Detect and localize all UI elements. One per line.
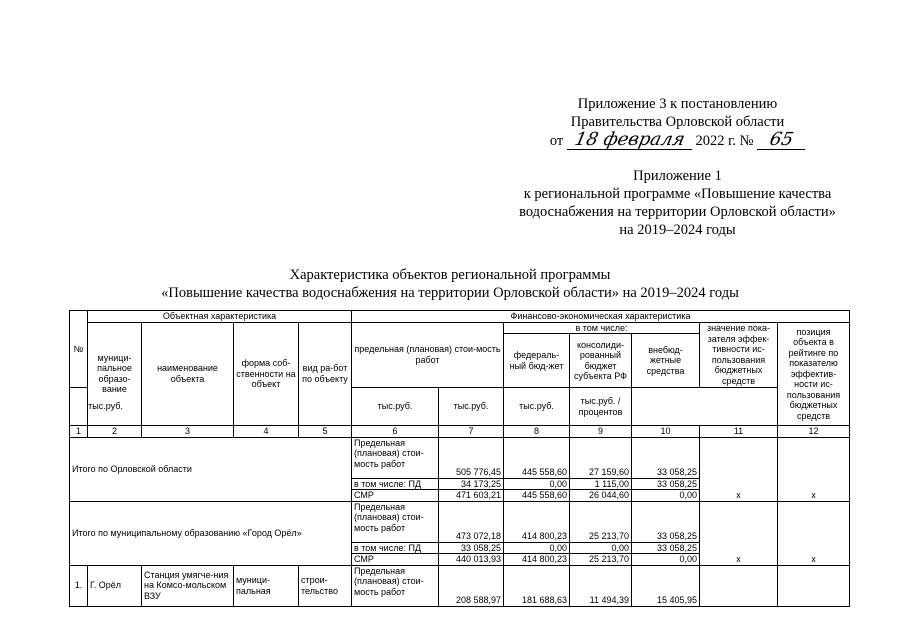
col-num: 12 [778,426,850,438]
col-rank: позиция объекта в рейтинге по показателю эффектив-ности ис-пользования бюджетных средств [778,322,850,426]
col-no: № [70,311,88,388]
region-smr-federal: 445 558,60 [504,490,570,502]
col-municipality: муници-пальное образо-вание [88,322,142,426]
city-pd-consolidated: 0,00 [570,542,632,554]
col-offbudget: внебюд-жетные средства [632,334,700,388]
col-num: 7 [439,426,504,438]
region-smr-consolidated: 26 044,60 [570,490,632,502]
group-object-header: Объектная характеристика [88,311,352,323]
region-pd-offbudget: 33 058,25 [632,478,700,490]
col-num: 10 [632,426,700,438]
col-consolidated: консолиди-рованный бюджет субъекта РФ [570,334,632,388]
city-smr-consolidated: 25 213,70 [570,554,632,566]
year-text: 2022 г. № [695,133,754,149]
unit-cost: тыс.руб. [70,388,142,426]
row-type-pd: в том числе: ПД [352,478,439,490]
annex-line-2: к региональной программе «Повышение качества [523,186,832,202]
item-ownership: муници-пальная [234,565,299,606]
handwritten-date: 18 февраля [572,129,687,150]
item-no: 1. [70,565,88,606]
region-rank: x [778,437,850,501]
approval-line-2: Правительства Орловской области [570,114,785,130]
document-title [100,266,800,302]
city-smr-total: 440 013,93 [439,554,504,566]
city-cost-federal: 414 800,23 [504,501,570,542]
region-smr-total: 471 603,21 [439,490,504,502]
table-row [70,437,850,478]
col-num: 5 [299,426,352,438]
unit-indicator: тыс.руб. / процентов [570,388,632,426]
row-type-smr: СМР [352,490,439,502]
region-cost-consolidated: 27 159,60 [570,437,632,478]
col-indicator: значение пока-зателя эффек-тивности ис-пользования бюджетных средств [700,322,778,388]
col-num: 11 [700,426,778,438]
title-line-2: «Повышение качества водоснабжения на территории Орловской области» на 2019–2024 годы [161,285,739,301]
row-type-smr: СМР [352,554,439,566]
region-pd-total: 34 173,25 [439,478,504,490]
col-num: 4 [234,426,299,438]
col-federal: федераль-ный бюд-жет [504,334,570,388]
region-pd-consolidated: 1 115,00 [570,478,632,490]
city-smr-offbudget: 0,00 [632,554,700,566]
number-field [757,131,805,150]
annex-block [505,167,850,239]
city-pd-total: 33 058,25 [439,542,504,554]
city-indicator: x [700,501,778,565]
header-incl-row [70,322,850,334]
group-finance-header: Финансово-экономическая характеристика [352,311,850,323]
col-num: 3 [142,426,234,438]
city-rank: x [778,501,850,565]
region-pd-federal: 0,00 [504,478,570,490]
city-pd-federal: 0,00 [504,542,570,554]
item-work: строи-тельство [299,565,352,606]
incl-header: в том числе: [504,322,700,334]
date-prefix: от [549,133,564,149]
region-total-label: Итого по Орловской области [70,437,352,501]
approval-line-1: Приложение 3 к постановлению [577,96,778,112]
city-cost-offbudget: 33 058,25 [632,501,700,542]
city-smr-federal: 414 800,23 [504,554,570,566]
col-num: 1 [70,426,88,438]
item-cost-offbudget: 15 405,95 [632,565,700,606]
item-cost-total: 208 588,97 [439,565,504,606]
handwritten-number: 65 [767,129,795,150]
item-municipality: Г. Орёл [88,565,142,606]
region-cost-total: 505 776,45 [439,437,504,478]
region-cost-federal: 445 558,60 [504,437,570,478]
column-numbers-row [70,426,850,438]
date-field [567,131,692,150]
city-cost-total: 473 072,18 [439,501,504,542]
col-name: наименование объекта [142,322,234,426]
item-name: Станция умягче-ния на Комсо-мольском ВЗУ [142,565,234,606]
unit-federal: тыс.руб. [352,388,439,426]
col-num: 6 [352,426,439,438]
region-cost-offbudget: 33 058,25 [632,437,700,478]
col-num: 9 [570,426,632,438]
region-indicator: x [700,437,778,501]
item-cost-consolidated: 11 494,39 [570,565,632,606]
annex-line-4: на 2019–2024 годы [619,222,736,238]
item-cost-federal: 181 688,63 [504,565,570,606]
item-rank [778,565,850,606]
title-line-1: Характеристика объектов региональной программы [289,267,611,283]
table-row [70,501,850,542]
approval-date-line [540,131,815,150]
approval-block [540,95,815,150]
item-indicator [700,565,778,606]
header-group-row [70,311,850,323]
city-pd-offbudget: 33 058,25 [632,542,700,554]
annex-line-3: водоснабжения на территории Орловской области» [519,204,836,220]
unit-offbudget: тыс.руб. [504,388,570,426]
table-row [70,565,850,606]
col-num: 2 [88,426,142,438]
row-type-pd: в том числе: ПД [352,542,439,554]
col-num: 8 [504,426,570,438]
city-total-label: Итого по муниципальному образованию «Город Орёл» [70,501,352,565]
col-ownership: форма соб-ственности на объект [234,322,299,426]
unit-consolidated: тыс.руб. [439,388,504,426]
row-type-cost: Предельная (плановая) стои-мость работ [352,437,439,478]
col-work: вид ра-бот по объекту [299,322,352,426]
objects-table [69,310,850,607]
row-type-cost: Предельная (плановая) стои-мость работ [352,501,439,542]
row-type-cost: Предельная (плановая) стои-мость работ [352,565,439,606]
col-cost: предельная (плановая) стои-мость работ [352,322,504,388]
city-cost-consolidated: 25 213,70 [570,501,632,542]
region-smr-offbudget: 0,00 [632,490,700,502]
annex-line-1: Приложение 1 [633,168,722,184]
